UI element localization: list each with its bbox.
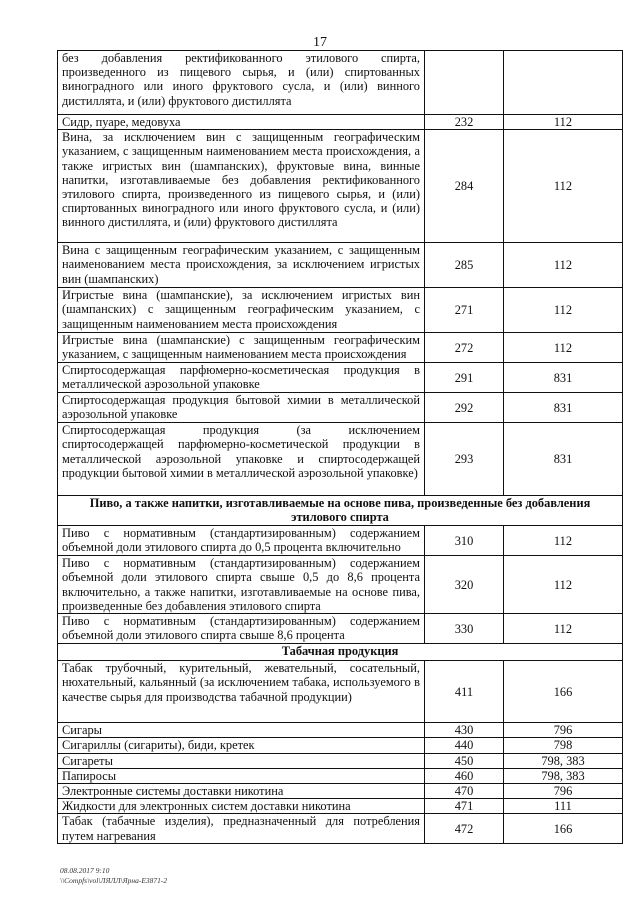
table-row [58, 526, 623, 556]
product-description: Пиво с нормативным (стандартизированным) содержанием объемной доли этилового спирта свыше 8,6 процента [58, 614, 425, 644]
product-code: 440 [425, 738, 504, 753]
table-row [58, 723, 623, 738]
product-description: Игристые вина (шампанские), за исключением игристых вин (шампанских) с защищенным географическим указанием, с защищенным наименованием места происхождения [58, 288, 425, 333]
unit-code: 166 [504, 814, 623, 844]
unit-code: 796 [504, 784, 623, 799]
table-row [58, 799, 623, 814]
product-description: без добавления ректификованного этилового спирта, произведенного из пищевого сырья, и (или) спиртованных виноградного или иного фруктового сусла, и (или) винного дистиллята, и (или) фруктового дистиллята [58, 51, 425, 115]
product-description: Вина, за исключением вин с защищенным географическим указанием, с защищенным наименованием места происхождения, а также игристых вин (шампанских), фруктовые вина, винные напитки, изготавливаемые без добавления ректификованного этилового спирта, произведенного из пищевого сырья, и (или) спиртованных виноградного или иного фруктового сусла, и (или) винного дистиллята, и (или) фруктового дистиллята [58, 130, 425, 243]
product-code: 272 [425, 333, 504, 363]
product-code: 472 [425, 814, 504, 844]
product-code [425, 51, 504, 115]
product-code: 232 [425, 115, 504, 130]
page-number: 17 [313, 35, 327, 50]
product-description: Спиртосодержащая продукция бытовой химии в металлической аэрозольной упаковке [58, 393, 425, 423]
product-code-table [57, 50, 623, 844]
product-code: 430 [425, 723, 504, 738]
table-row [58, 661, 623, 723]
unit-code: 166 [504, 661, 623, 723]
unit-code: 112 [504, 288, 623, 333]
unit-code: 111 [504, 799, 623, 814]
table-row [58, 753, 623, 768]
unit-code: 831 [504, 423, 623, 496]
table-row [58, 243, 623, 288]
table-row [58, 556, 623, 614]
product-code: 285 [425, 243, 504, 288]
table-row [58, 130, 623, 243]
product-code: 320 [425, 556, 504, 614]
unit-code: 112 [504, 130, 623, 243]
product-code: 330 [425, 614, 504, 644]
unit-code: 796 [504, 723, 623, 738]
product-code: 291 [425, 363, 504, 393]
product-code: 293 [425, 423, 504, 496]
product-code: 411 [425, 661, 504, 723]
table-row [58, 614, 623, 644]
unit-code: 112 [504, 526, 623, 556]
product-description: Табак трубочный, курительный, жевательный, сосательный, нюхательный, кальянный (за исключением табака, используемого в качестве сырья для производства табачной продукции) [58, 661, 425, 723]
table-row [58, 814, 623, 844]
product-code: 450 [425, 753, 504, 768]
product-code: 470 [425, 784, 504, 799]
table-row [58, 423, 623, 496]
table-row [58, 288, 623, 333]
unit-code: 798, 383 [504, 753, 623, 768]
unit-code [504, 51, 623, 115]
section-header-row [58, 644, 623, 661]
unit-code: 798, 383 [504, 768, 623, 783]
product-description: Папиросы [58, 768, 425, 783]
unit-code: 112 [504, 614, 623, 644]
unit-code: 112 [504, 115, 623, 130]
product-code: 271 [425, 288, 504, 333]
product-code: 284 [425, 130, 504, 243]
product-code: 292 [425, 393, 504, 423]
product-description: Электронные системы доставки никотина [58, 784, 425, 799]
product-description: Пиво с нормативным (стандартизированным) содержанием объемной доли этилового спирта свыше 0,5 до 8,6 процента включительно, а также напитки, изготавливаемые на основе пива, произведенные без добавления этилового спирта [58, 556, 425, 614]
unit-code: 831 [504, 363, 623, 393]
product-code: 471 [425, 799, 504, 814]
product-code: 460 [425, 768, 504, 783]
product-description: Сигареты [58, 753, 425, 768]
section-title: Табачная продукция [58, 644, 623, 661]
document-footer [60, 866, 167, 886]
unit-code: 112 [504, 333, 623, 363]
product-description: Сигариллы (сигариты), биди, кретек [58, 738, 425, 753]
table-row [58, 784, 623, 799]
footer-file-path: \\Compfs\vol\ЛЯЛЛ\Ярна-Е3871-2 [60, 876, 168, 885]
product-description: Сигары [58, 723, 425, 738]
table-row [58, 51, 623, 115]
product-description: Жидкости для электронных систем доставки никотина [58, 799, 425, 814]
product-description: Игристые вина (шампанские) с защищенным географическим указанием, с защищенным наименованием места происхождения [58, 333, 425, 363]
table-row [58, 393, 623, 423]
table-row [58, 333, 623, 363]
unit-code: 112 [504, 556, 623, 614]
product-description: Спиртосодержащая парфюмерно-косметическая продукция в металлической аэрозольной упаковке [58, 363, 425, 393]
product-description: Сидр, пуаре, медовуха [58, 115, 425, 130]
product-code: 310 [425, 526, 504, 556]
footer-timestamp: 08.08.2017 9:10 [60, 866, 110, 875]
section-header-row [58, 496, 623, 526]
section-title: Пиво, а также напитки, изготавливаемые на основе пива, произведенные без добавления этилового спирта [58, 496, 623, 526]
table-row [58, 115, 623, 130]
product-description: Пиво с нормативным (стандартизированным) содержанием объемной доли этилового спирта до 0,5 процента включительно [58, 526, 425, 556]
product-description: Спиртосодержащая продукция (за исключением спиртосодержащей парфюмерно-косметической продукции в металлической аэрозольной упаковке и спиртосодержащей продукции бытовой химии в металлической аэрозольной упаковке) [58, 423, 425, 496]
unit-code: 112 [504, 243, 623, 288]
unit-code: 831 [504, 393, 623, 423]
table-row [58, 738, 623, 753]
unit-code: 798 [504, 738, 623, 753]
product-description: Вина с защищенным географическим указанием, с защищенным наименованием места происхождения, за исключением игристых вин (шампанских) [58, 243, 425, 288]
table-row [58, 363, 623, 393]
product-description: Табак (табачные изделия), предназначенный для потребления путем нагревания [58, 814, 425, 844]
table-row [58, 768, 623, 783]
